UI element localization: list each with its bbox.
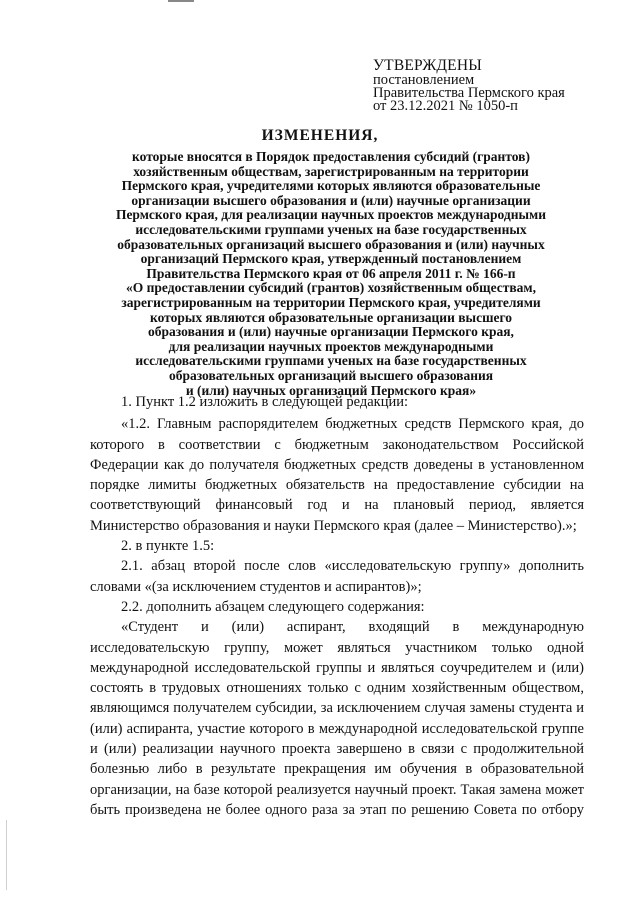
approval-title: УТВЕРЖДЕНЫ xyxy=(373,57,482,74)
subtitle-line: и (или) научных организаций Пермского края» xyxy=(185,382,477,398)
subtitle-line: исследовательскими группами ученых на базе государственных xyxy=(135,221,527,237)
subtitle-line: которых являются образовательные организации высшего xyxy=(149,309,512,325)
approval-stamp xyxy=(373,57,613,113)
paragraph-4: 2.1. абзац второй после слов «исследовательскую группу» дополнить словами «(за исключением студентов и аспирантов)»; xyxy=(90,558,584,595)
subtitle-line: для реализации научных проектов международными xyxy=(168,338,494,354)
document-body xyxy=(90,392,584,820)
document-subtitle xyxy=(70,150,592,398)
subtitle-line: организации высшего образования и (или) научные организации xyxy=(131,192,531,208)
subtitle-line: Пермского края, для реализации научных проектов международными xyxy=(115,207,547,223)
subtitle-line: «О предоставлении субсидий (грантов) хозяйственным обществам, xyxy=(126,280,536,296)
subtitle-line: исследовательскими группами ученых на базе государственных xyxy=(135,353,527,369)
subtitle-line: образовательных организаций высшего образования xyxy=(168,367,494,383)
subtitle-line: хозяйственным обществам, зарегистрированным на территории xyxy=(133,163,529,179)
subtitle-line: которые вносятся в Порядок предоставления субсидий (грантов) xyxy=(132,149,530,164)
scan-side-mark xyxy=(6,820,7,890)
paragraph-6: «Студент и (или) аспирант, входящий в международную исследовательскую группу, может являться участником только одной международной исследовательской группы и являться соучредителем и (или) состоять в трудовых отношениях только с одним хозяйственным обществом, являющимся получателем субсидии, за исключением случая замены студента и (или) аспиранта, участие которого в международной исследовательской группе и (или) реализации научного проекта завершено в связи с продолжительной болезнью либо в результате прекращения им обучения в образовательной организации, на базе которой реализуется научный проект. Такая замена может быть произведена не более одного раза за этап по решению Совета по отбору xyxy=(90,619,584,818)
paragraph-5: 2.2. дополнить абзацем следующего содержания: xyxy=(121,598,425,615)
scan-edge-mark xyxy=(168,0,194,2)
subtitle-line: зарегистрированным на территории Пермского края, учредителями xyxy=(121,294,541,310)
paragraph-2: «1.2. Главным распорядителем бюджетных средств Пермского края, до которого в соответствии с бюджетным законодательством Российской Федерации как до получателя бюджетных средств доведены в установленном порядке лимиты бюджетных обязательств на предоставление субсидии на соответствующий финансовый год и на плановый период, является Министерство образования и науки Пермского края (далее – Министерство).»; xyxy=(90,416,584,534)
document-title: ИЗМЕНЕНИЯ, xyxy=(261,127,379,144)
approval-line-1: постановлением xyxy=(373,72,475,88)
paragraph-3: 2. в пункте 1.5: xyxy=(121,538,215,555)
approval-line-2: Правительства Пермского края xyxy=(373,85,565,101)
subtitle-line: образовательных организаций высшего образования и (или) научных xyxy=(117,236,545,252)
subtitle-line: Правительства Пермского края от 06 апреля 2011 г. № 166-п xyxy=(146,265,516,281)
approval-line-3: от 23.12.2021 № 1050-п xyxy=(373,98,518,114)
subtitle-line: образования и (или) научные организации Пермского края, xyxy=(148,324,514,340)
subtitle-line: организаций Пермского края, утвержденный постановлением xyxy=(140,251,522,267)
paragraph-1: 1. Пункт 1.2 изложить в следующей редакции: xyxy=(121,394,409,410)
subtitle-line: Пермского края, учредителями которых являются образовательные xyxy=(121,178,541,194)
